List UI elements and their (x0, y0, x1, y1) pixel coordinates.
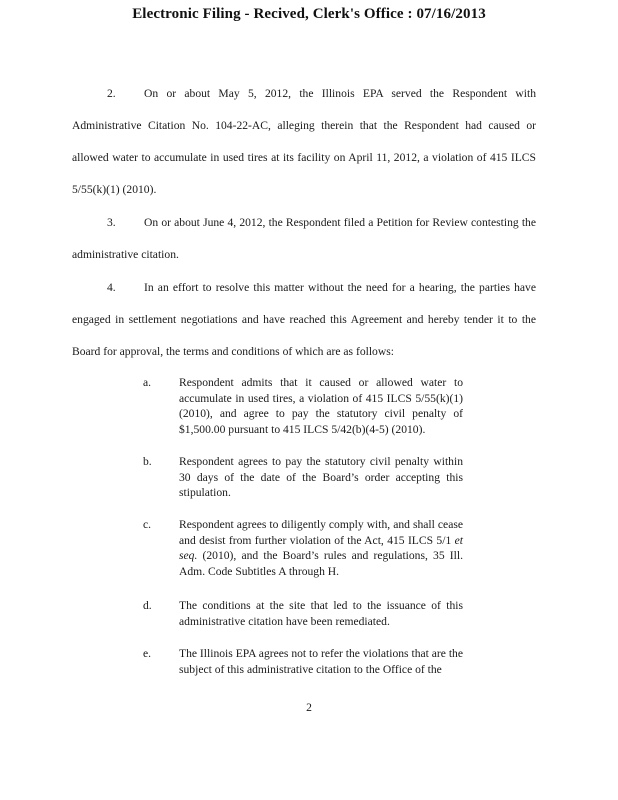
list-item-a (143, 375, 463, 437)
paragraph-number: 2. (107, 87, 116, 100)
paragraph-text: On or about June 4, 2012, the Respondent filed a Petition for Review contesting the administrative citation. (72, 216, 536, 261)
list-item-text-part: (2010), and the Board’s rules and regulations, 35 Ill. Adm. Code Subtitles A through H. (179, 549, 463, 578)
list-item-letter: d. (143, 599, 152, 612)
list-item-d (143, 598, 463, 629)
list-item-text (179, 517, 463, 579)
list-item-letter: e. (143, 647, 152, 660)
filing-stamp-header: Electronic Filing - Recived, Clerk's Office : 07/16/2013 (132, 6, 486, 22)
paragraph-text: In an effort to resolve this matter without the need for a hearing, the parties have engaged in settlement negotiations and have reached this Agreement and hereby tender it to the Board for approval, the terms and conditions of which are as follows: (72, 281, 536, 358)
list-item-e (143, 646, 463, 677)
list-item-text: Respondent admits that it caused or allowed water to accumulate in used tires, a violation of 415 ILCS 5/55(k)(1) (2010), and agree to pay the statutory civil penalty of $1,500.00 pursuant to 415 ILCS 5/42(b)(4-5) (2010). (179, 376, 463, 436)
paragraph-text: On or about May 5, 2012, the Illinois EPA served the Respondent with Administrative Citation No. 104-22-AC, alleging therein that the Respondent had caused or allowed water to accumulate in used tires at its facility on April 11, 2012, a violation of 415 ILCS 5/55(k)(1) (2010). (72, 87, 536, 196)
list-item-text: Respondent agrees to pay the statutory civil penalty within 30 days of the date of the Board’s order accepting this stipulation. (179, 455, 463, 499)
list-item-letter: c. (143, 518, 152, 531)
paragraph-number: 4. (107, 281, 116, 294)
page-number: 2 (306, 701, 312, 714)
paragraph-2 (72, 78, 536, 206)
list-item-letter: b. (143, 455, 152, 468)
paragraph-4 (72, 272, 536, 368)
list-item-text: The conditions at the site that led to the issuance of this administrative citation have been remediated. (179, 599, 463, 628)
list-item-text-italic: et seq. (179, 533, 463, 562)
paragraph-number: 3. (107, 216, 116, 229)
list-item-text: The Illinois EPA agrees not to refer the violations that are the subject of this administrative citation to the Office of the (179, 647, 463, 676)
list-item-text-part: Respondent agrees to diligently comply with, and shall cease and desist from further violation of the Act, 415 ILCS 5/1 (179, 518, 463, 547)
list-item-c (143, 517, 463, 579)
paragraph-3 (72, 207, 536, 271)
list-item-letter: a. (143, 376, 152, 389)
list-item-b (143, 454, 463, 501)
